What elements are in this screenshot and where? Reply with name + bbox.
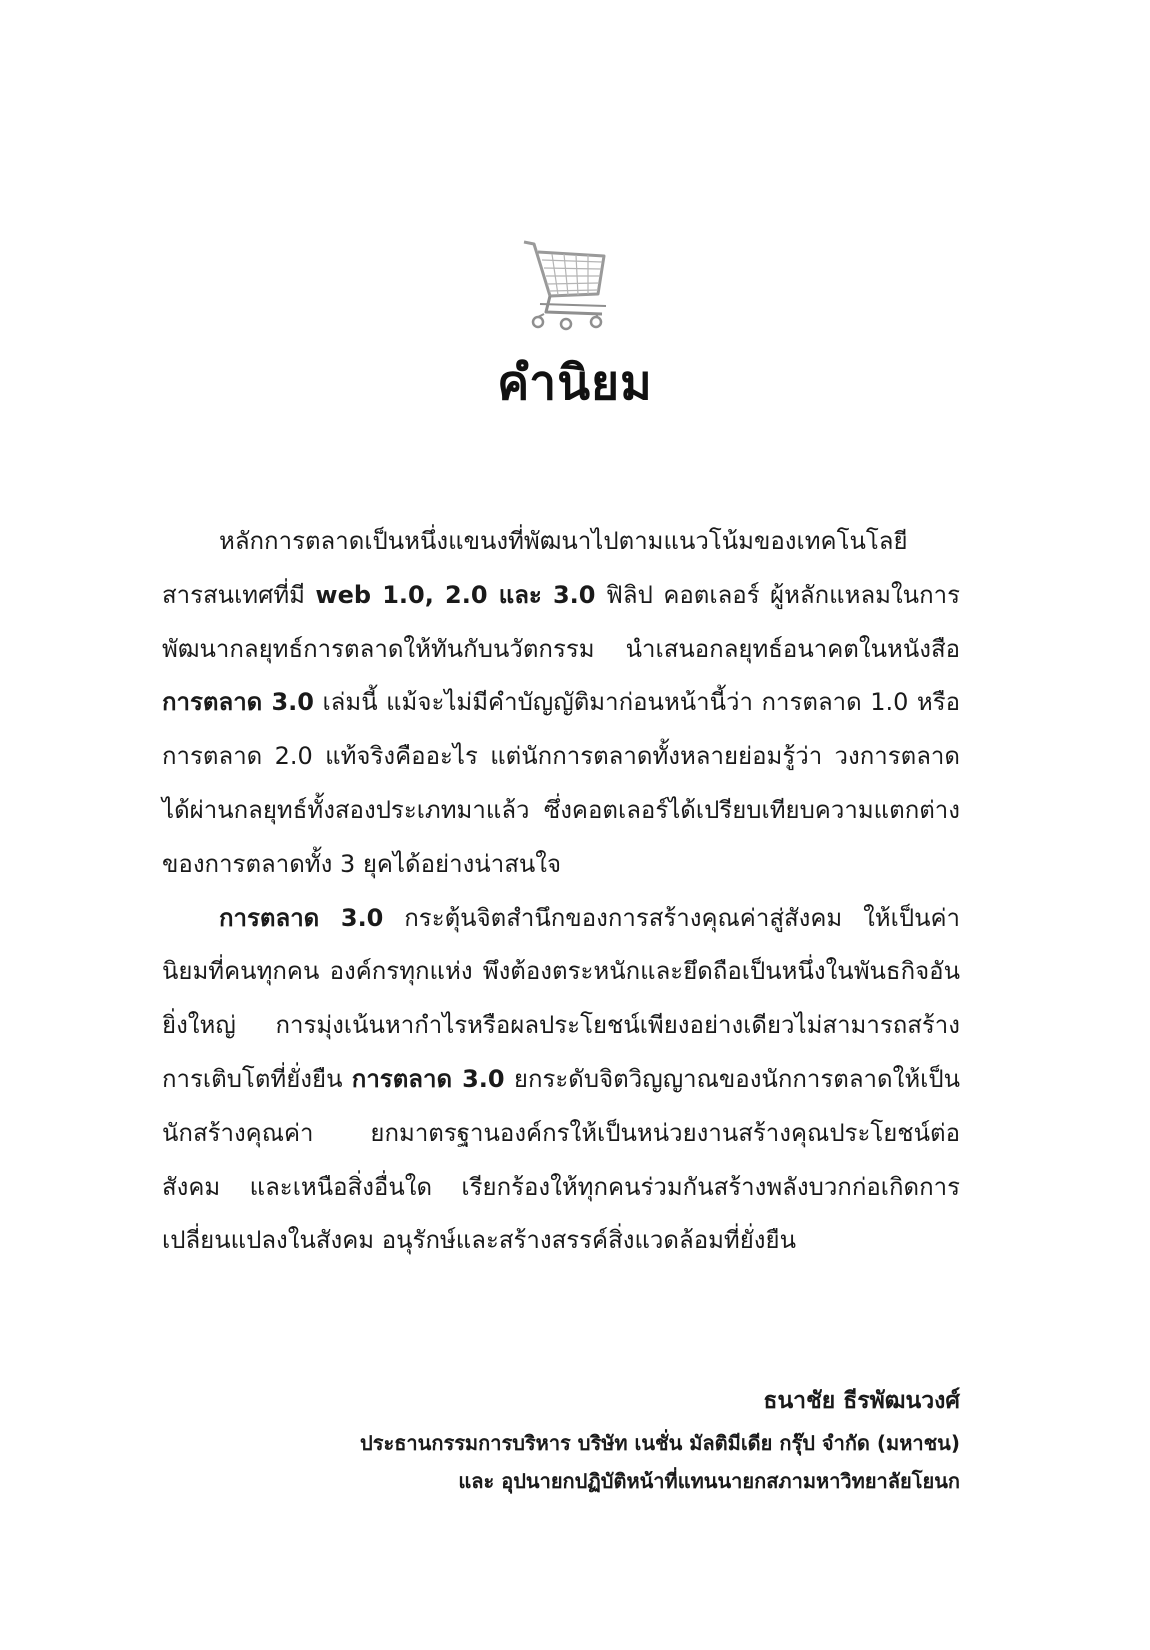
paragraph-2-bold-1: การตลาด 3.0 [219, 903, 384, 932]
shopping-cart-icon [520, 238, 610, 334]
paragraph-1-text-3: เล่มนี้ แม้จะไม่มีคำบัญญัติมาก่อนหน้านี้ว่า การตลาด 1.0 หรือ การตลาด 2.0 แท้จริงคืออะไร แต่นักการตลาดทั้งหลายย่อมรู้ว่า วงการตลาดได้ผ่านกลยุทธ์ทั้งสองประเภทมาแล้ว ซึ่งคอตเลอร์ได้เปรียบเทียบความแตกต่างของการตลาดทั้ง 3 ยุคได้อย่างน่าสนใจ [162, 688, 960, 878]
body-text [162, 515, 960, 1268]
signature-block [360, 1378, 960, 1500]
paragraph-2-text-1: กระตุ้นจิตสำนึกของการสร้างคุณค่าสู่สังคม ให้เป็นค่านิยมที่คนทุกคน องค์กรทุกแห่ง พึงต้องตระหนักและยึดถือเป็นหนึ่งในพันธกิจอันยิ่งใหญ่ การมุ่งเน้นหากำไรหรือผลประโยชน์เพียงอย่างเดียวไม่สามารถสร้างการเติบโตที่ยั่งยืน [162, 903, 961, 1093]
signature-position-1: ประธานกรรมการบริหาร บริษัท เนชั่น มัลติมีเดีย กรุ๊ป จำกัด (มหาชน) [360, 1431, 960, 1455]
paragraph-1 [162, 515, 960, 892]
paragraph-1-text-1: หลักการตลาดเป็นหนึ่งแขนงที่พัฒนาไปตามแนวโน้มของเทคโนโลยีสารสนเทศที่มี [162, 527, 908, 609]
signature-position-2: และ อุปนายกปฏิบัติหน้าที่แทนนายกสภามหาวิทยาลัยโยนก [458, 1469, 960, 1493]
paragraph-1-bold-2: การตลาด 3.0 [162, 688, 314, 717]
cart-wheels [533, 314, 601, 329]
page-title: คำนิยม [497, 355, 653, 411]
paragraph-2 [162, 892, 960, 1269]
paragraph-1-bold-1: web 1.0, 2.0 และ 3.0 [315, 580, 596, 609]
paragraph-2-text-2: ยกระดับจิตวิญญาณของนักการตลาดให้เป็นนักสร้างคุณค่า ยกมาตรฐานองค์กรให้เป็นหน่วยงานสร้างคุณประโยชน์ต่อสังคม และเหนือสิ่งอื่นใด เรียกร้องให้ทุกคนร่วมกันสร้างพลังบวกก่อเกิดการเปลี่ยนแปลงในสังคม อนุรักษ์และสร้างสรรค์สิ่งแวดล้อมที่ยั่งยืน [162, 1064, 960, 1255]
cart-basket [524, 242, 604, 296]
signature-name: ธนาชัย ธีรพัฒนวงศ์ [763, 1388, 960, 1414]
cart-frame [540, 296, 606, 314]
paragraph-1-text-2: ฟิลิป คอตเลอร์ ผู้หลักแหลมในการพัฒนากลยุทธ์การตลาดให้ทันกับนวัตกรรม นำเสนอกลยุทธ์อนาคตในหนังสือ [162, 580, 960, 663]
paragraph-2-bold-2: การตลาด 3.0 [351, 1064, 505, 1093]
